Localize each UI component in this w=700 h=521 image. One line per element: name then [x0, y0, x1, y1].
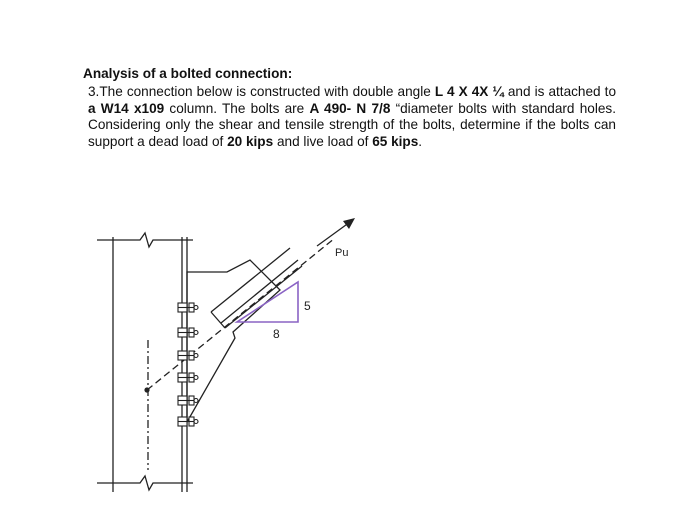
bottom-break-line [97, 476, 193, 490]
problem-text-1: 3.The connection below is constructed with double angle [88, 84, 435, 99]
slope-run-label: 8 [273, 327, 280, 341]
column-spec: a W14 x109 [88, 100, 165, 116]
problem-text-3: column. The bolts are [164, 100, 310, 116]
load-origin-dot [144, 387, 149, 392]
bolt-row-4 [178, 373, 198, 382]
bolt-row-5 [178, 396, 198, 405]
load-line [147, 238, 335, 390]
bolt-row-6 [178, 417, 198, 426]
problem-statement [88, 84, 616, 150]
slope-rise-label: 5 [304, 299, 311, 313]
top-break-line [97, 233, 193, 247]
angle-end [211, 312, 225, 328]
bolt-row-1 [178, 303, 198, 312]
problem-text-2: and is attached to [503, 84, 617, 99]
gusset-plate [187, 260, 280, 422]
problem-text-4: “diameter bolts with standard holes. Considering only the shear and tensile strength of the bolts, determine if the bolts can support a dead load of [88, 100, 616, 149]
load-label: Pu [335, 247, 349, 259]
problem-text-5: and live load of [273, 133, 373, 149]
dead-load-value: 20 kips [227, 133, 274, 149]
load-arrow-shaft [317, 222, 350, 246]
section-heading: Analysis of a bolted connection: [83, 66, 293, 81]
live-load-value: 65 kips [372, 133, 419, 149]
bolt-row-3 [178, 351, 198, 360]
problem-text-6: . [418, 133, 423, 149]
angle-edge-1 [211, 248, 290, 312]
load-arrow-head [343, 218, 355, 229]
angle-edge-3 [225, 266, 302, 328]
bolt-row-2 [178, 328, 198, 337]
angle-spec: L 4 X 4X ¼ [434, 84, 504, 99]
connection-diagram [85, 210, 385, 500]
bolt-spec: A 490- N 7/8 [309, 100, 391, 116]
